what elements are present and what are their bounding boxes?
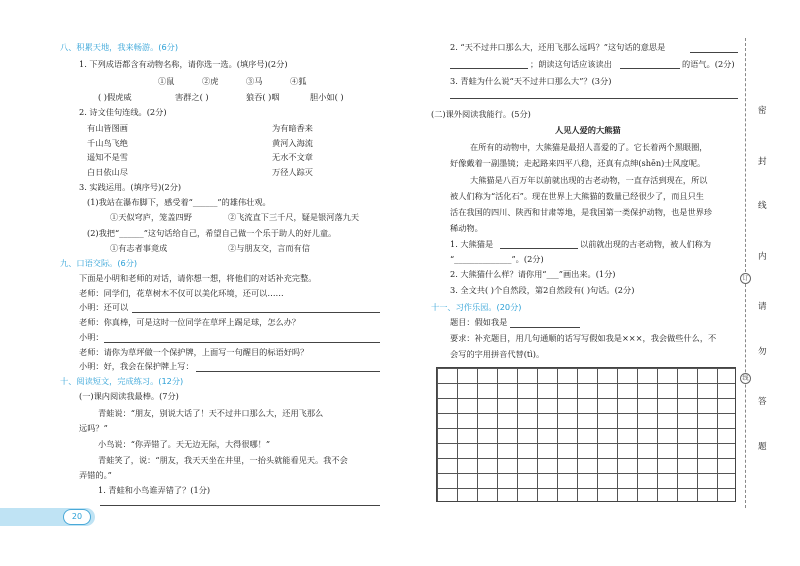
passage-2-line-6: 稀动物。 — [450, 223, 483, 233]
dialog-line-5: 老师：请你为草坪做一个保护牌，上面写一句醒目的标语好吗？ — [79, 347, 309, 357]
poem-right-4[interactable]: 万径人踪灭 — [272, 167, 313, 177]
seal-char-2: 封 — [758, 157, 767, 167]
poem-right-3[interactable]: 无水不文章 — [272, 152, 313, 162]
section-8-title: 八、积累天地，我来畅游。(6分) — [60, 42, 179, 52]
question-8-1: 1. 下列成语都含有动物名称，请你选一选。(填序号)(2分) — [79, 59, 288, 69]
answer-line-9[interactable] — [500, 248, 578, 249]
essay-topic-blank[interactable] — [510, 327, 580, 328]
section-11-title: 十一、习作乐园。(20分) — [431, 302, 522, 312]
answer-line-3[interactable] — [196, 371, 380, 372]
section-10-title: 十、阅读短文，完成练习。(12分) — [60, 376, 184, 386]
option-tiger: ②虎 — [202, 76, 219, 86]
poem-left-4[interactable]: 白日依山尽 — [87, 167, 128, 177]
section-9-title: 九、口语交际。(6分) — [60, 258, 138, 268]
subsection-2: (二)课外阅读我能行。(5分) — [431, 109, 531, 119]
subsection-1: (一)课内阅读我最棒。(7分) — [79, 391, 179, 401]
poem-left-3[interactable]: 遥知不是雪 — [87, 152, 128, 162]
poem-left-1[interactable]: 有山皆图画 — [87, 123, 128, 133]
passage-1-para-1a: 青蛙说：“朋友，别说大话了！天不过井口那么大，还用飞那么 — [98, 408, 324, 418]
passage-2-line-4: 被人们称为“活化石”。现在世界上大熊猫的数量已经很少了，而且只生 — [450, 191, 704, 201]
dialog-intro: 下面是小明和老师的对话，请你想一想，将他们的对话补充完整。 — [79, 273, 317, 283]
seal-char-7: 答 — [758, 397, 767, 407]
passage-1-para-3a: 青蛙笑了，说：“朋友，我天天坐在井里，一抬头就能看见天。我不会 — [98, 455, 348, 465]
option-rat: ①鼠 — [158, 76, 175, 86]
q8-3-2-option-2: ②与朋友交，言而有信 — [228, 243, 310, 253]
seal-char-1: 密 — [758, 106, 767, 116]
question-10-3: 3. 青蛙为什么说“天不过井口那么大”？(3分) — [450, 76, 612, 86]
option-horse: ③马 — [246, 76, 263, 86]
reading-q2: 2. 大熊猫什么样？请你用“___”画出来。(1分) — [450, 269, 616, 279]
seal-char-4: 内 — [758, 252, 767, 262]
poem-right-1[interactable]: 为有暗香来 — [272, 123, 313, 133]
idiom-4[interactable]: 胆小如( ) — [310, 92, 344, 102]
passage-2-title: 人见人爱的大熊猫 — [555, 125, 621, 135]
question-10-2: 2. “天不过井口那么大，还用飞那么远吗？”这句话的意思是 — [450, 42, 666, 52]
dialog-line-1: 老师：同学们，花草树木不仅可以美化环境，还可以…… — [79, 288, 284, 298]
seal-char-3: 线 — [758, 201, 767, 211]
essay-topic: 题目：假如我是 — [450, 317, 508, 327]
question-10-2-b: ；朗读这句话应该读出 — [530, 59, 612, 69]
page-number: 20 — [63, 509, 91, 525]
question-10-1: 1. 青蛙和小鸟谁弄错了？(1分) — [98, 485, 211, 495]
seal-char-5: 请 — [758, 302, 767, 312]
reading-q1-c[interactable]: “______________”。(2分) — [450, 254, 544, 264]
reading-q3: 3. 全文共( )个自然段，第2自然段有( )句话。(2分) — [450, 285, 635, 295]
seal-char-6: 勿 — [758, 347, 767, 357]
passage-2-line-3: 大熊猫是八百万年以前就出现的古老动物，一直存活到现在，所以 — [470, 175, 708, 185]
idiom-3[interactable]: 狼吞( )咽 — [246, 92, 280, 102]
passage-2-line-5: 活在我国的四川、陕西和甘肃等地，是我国第一类保护动物，也是世界珍 — [450, 207, 713, 217]
dialog-line-6: 小明：好，我会在保护牌上写： — [79, 361, 194, 371]
idiom-1[interactable]: ( )假虎威 — [98, 92, 132, 102]
question-10-2-c: 的语气。(2分) — [682, 59, 735, 69]
dialog-line-4: 小明： — [79, 332, 104, 342]
question-8-3-2: (2)我把“______”这句话给自己，希望自己做一个乐于助人的好儿童。 — [87, 228, 337, 238]
question-8-3-1: (1)我站在瀑布脚下，感受着“______”的雄伟壮观。 — [87, 197, 271, 207]
q8-3-1-option-2: ②飞流直下三千尺，疑是银河落九天 — [228, 212, 360, 222]
dialog-line-3: 老师：你真棒，可是这时一位同学在草坪上踢足球，怎么办？ — [79, 317, 301, 327]
option-fox: ④狐 — [290, 76, 307, 86]
answer-line-6[interactable] — [450, 68, 528, 69]
answer-line-1[interactable] — [132, 312, 380, 313]
answer-line-7[interactable] — [620, 68, 680, 69]
reading-q1-b: 以前就出现的古老动物，被人们称为 — [580, 239, 712, 249]
passage-2-line-1: 在所有的动物中，大熊猫是最招人喜爱的了。它长着两个黑眼圈， — [470, 142, 708, 152]
dialog-line-2: 小明：还可以 — [79, 302, 129, 312]
essay-requirement-2: 会写的字用拼音代替(tì)。 — [450, 349, 545, 359]
binding-circle-2: 线 — [740, 373, 751, 384]
passage-2-line-2: 好像戴着一副墨镜；走起路来四平八稳，还真有点绅(shēn)士风度呢。 — [450, 158, 706, 168]
q8-3-2-option-1: ①有志者事竟成 — [110, 243, 168, 253]
poem-right-2[interactable]: 黄河入海流 — [272, 138, 313, 148]
reading-q1-a: 1. 大熊猫是 — [450, 239, 494, 249]
answer-line-2[interactable] — [104, 342, 380, 343]
answer-line-5[interactable] — [690, 52, 738, 53]
passage-1-para-3b: 弄错的。” — [79, 470, 112, 480]
question-8-2: 2. 诗文佳句连线。(2分) — [79, 107, 167, 117]
binding-circle-1: 订 — [740, 273, 751, 284]
question-8-3: 3. 实践运用。(填序号)(2分) — [79, 182, 182, 192]
poem-left-2[interactable]: 千山鸟飞绝 — [87, 138, 128, 148]
answer-line-4[interactable] — [100, 505, 380, 506]
writing-grid[interactable] — [436, 367, 736, 502]
answer-line-8[interactable] — [450, 98, 738, 99]
q8-3-1-option-1: ①天似穹庐，笼盖四野 — [110, 212, 192, 222]
passage-1-para-1b: 远吗？” — [79, 423, 108, 433]
idiom-2[interactable]: 害群之( ) — [175, 92, 209, 102]
essay-requirement: 要求：补充题目，用几句通顺的话写写假如我是×××，我会做些什么，不 — [450, 333, 717, 343]
passage-1-para-2: 小鸟说：“你弄错了。天无边无际，大得很哪！” — [98, 439, 271, 449]
seal-char-8: 题 — [758, 442, 767, 452]
